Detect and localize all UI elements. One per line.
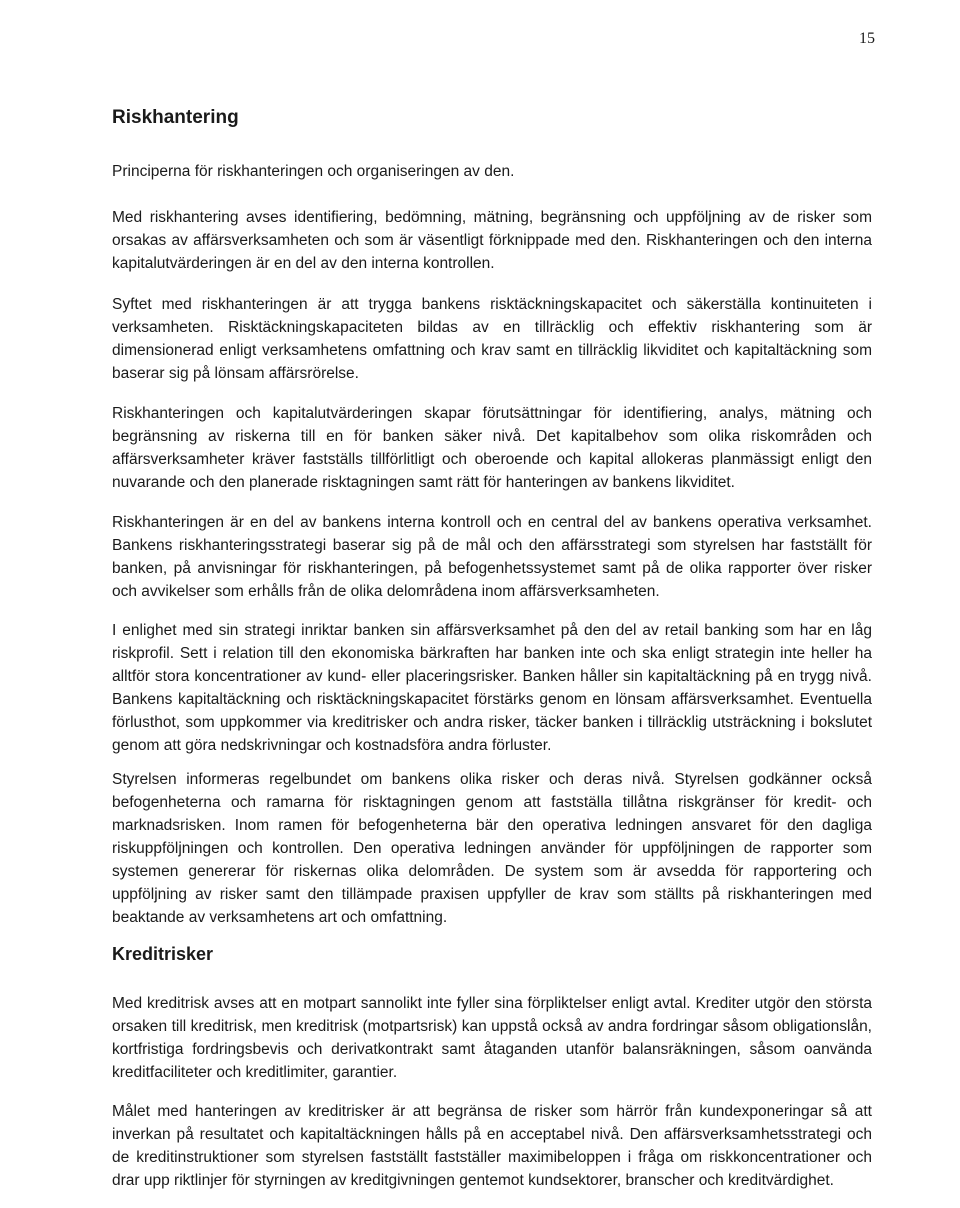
paragraph-3: Riskhanteringen och kapitalutvärderingen skapar förutsättningar för identifiering, analys, mätning och begränsning av riskerna till en för banken säker nivå. Det kapitalbehov som olika riskområden och affärsverksamheter kräver fastställs tillförlitligt och oberoende och kapital allokeras planmässigt enligt den nuvarande och den planerade risktagningen samt rätt för hanteringen av bankens likviditet. — [112, 405, 872, 491]
paragraph-4: Riskhanteringen är en del av bankens interna kontroll och en central del av bankens operativa verksamhet. Bankens riskhanteringsstrategi baserar sig på de mål och den affärsstrategi som styrelsen har fastställt för banken, på anvisningar för riskhanteringen, på befogenhetssystemet samt på de olika rapporter över risker och avvikelser som erhålls från de olika delområdena inom affärsverksamheten. — [112, 514, 872, 600]
paragraph-6: Styrelsen informeras regelbundet om bankens olika risker och deras nivå. Styrelsen godkänner också befogenheterna och ramarna för risktagningen genom att fastställa tillåtna riskgränser för kredit- och marknadsrisken. Inom ramen för befogenheterna bär den operativa ledningen ansvaret för den dagliga riskuppföljningen och kontrollen. Den operativa ledningen använder för uppföljningen de rapporter som systemen genererar för riskernas olika delområden. De system som är avsedda för rapportering och uppföljning av risker samt den tillämpade praxisen uppfyller de krav som ställts på riskhanteringen med beaktande av verksamhetens art och omfattning. — [112, 771, 872, 926]
section-title-riskhantering: Riskhantering — [112, 107, 239, 128]
paragraph-2: Syftet med riskhanteringen är att trygga bankens risktäckningskapacitet och säkerställa kontinuiteten i verksamheten. Risktäckningskapaciteten bildas av en tillräcklig och effektiv riskhantering som är dimensionerad enligt verksamhetens omfattning och krav samt en tillräcklig likviditet och kapitaltäckning som baserar sig på lönsam affärsrörelse. — [112, 296, 872, 382]
page-number: 15 — [859, 30, 875, 47]
paragraph-7: Med kreditrisk avses att en motpart sannolikt inte fyller sina förpliktelser enligt avtal. Krediter utgör den största orsaken till kreditrisk, men kreditrisk (motpartsrisk) kan uppstå också av andra fordringar såsom obligationslån, kortfristiga fordringsbevis och derivatkontrakt samt åtaganden utanför balansräkningen, såsom oanvända kreditfaciliteter och kreditlimiter, garantier. — [112, 995, 872, 1081]
paragraph-8: Målet med hanteringen av kreditrisker är att begränsa de risker som härrör från kundexponeringar så att inverkan på resultatet och kapitaltäckningen hålls på en acceptabel nivå. Den affärsverksamhetsstrategi och de kreditinstruktioner som styrelsen fastställt fastställer maximibeloppen i fråga om riskkoncentrationer och drar upp riktlinjer för styrningen av kreditgivningen gentemot kundsektorer, branscher och kreditvärdighet. — [112, 1103, 872, 1189]
section-title-kreditrisker: Kreditrisker — [112, 944, 214, 964]
intro-paragraph: Principerna för riskhanteringen och organiseringen av den. — [112, 163, 515, 180]
paragraph-5: I enlighet med sin strategi inriktar banken sin affärsverksamhet på den del av retail banking som har en låg riskprofil. Sett i relation till den ekonomiska bärkraften har banken inte och ska enligt strategin inte heller ha alltför stora koncentrationer av kund- eller placeringsrisker. Banken håller sin kapitaltäckning på en trygg nivå. Bankens kapitaltäckning och risktäckningskapacitet förstärks genom en lönsam affärsverksamhet. Eventuella förlusthot, som uppkommer via kreditrisker och andra risker, täcker banken i tillräcklig utsträckning i bokslutet genom att göra nedskrivningar och kostnadsföra andra förluster. — [112, 622, 872, 754]
paragraph-1: Med riskhantering avses identifiering, bedömning, mätning, begränsning och uppföljning av de risker som orsakas av affärsverksamheten och som är väsentligt förknippade med den. Riskhanteringen och den interna kapitalutvärderingen är en del av den interna kontrollen. — [112, 209, 872, 272]
